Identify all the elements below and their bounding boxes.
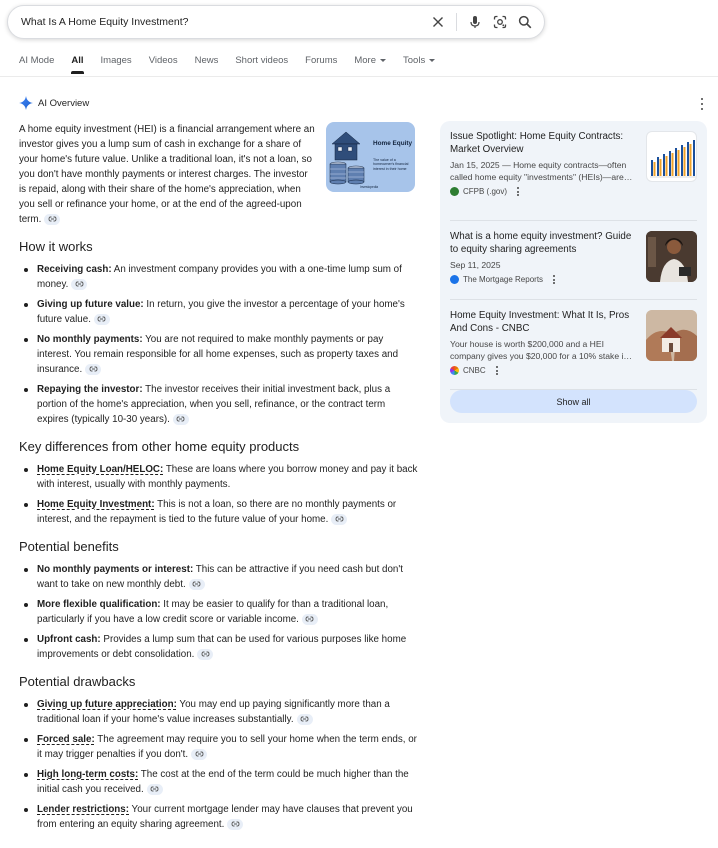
clear-icon[interactable] bbox=[429, 13, 447, 31]
tab-label: Videos bbox=[148, 55, 178, 66]
source-snippet: Jan 15, 2025 — Home equity contracts—often called home equity "investments" (HEIs)—are… bbox=[450, 160, 633, 182]
link-icon[interactable] bbox=[191, 749, 207, 760]
bullet-term: Receiving cash: bbox=[37, 264, 112, 275]
tab-short-videos[interactable] bbox=[235, 55, 288, 73]
tab-videos[interactable] bbox=[149, 55, 178, 73]
ai-overview-content bbox=[19, 122, 419, 837]
list-item bbox=[19, 802, 419, 832]
source-site: CFPB (.gov) bbox=[463, 187, 508, 196]
source-meta bbox=[450, 187, 697, 196]
section-heading: How it works bbox=[19, 239, 93, 254]
bullet-list bbox=[19, 462, 419, 527]
bullet-term: No monthly payments: bbox=[37, 334, 143, 345]
tab-tools[interactable] bbox=[403, 55, 435, 73]
link-icon[interactable] bbox=[71, 279, 87, 290]
bullet-text: These are loans where you borrow money and pay it back with interest, usually with monthly payments. bbox=[37, 464, 418, 490]
more-options-icon[interactable] bbox=[551, 275, 557, 284]
source-site: CNBC bbox=[463, 366, 486, 375]
source-title[interactable]: Home Equity Investment: What It Is, Pros And Cons - CNBC bbox=[450, 310, 630, 334]
tab-forums[interactable] bbox=[305, 55, 337, 73]
microphone-icon[interactable] bbox=[466, 13, 484, 31]
source-title[interactable]: What is a home equity investment? Guide to equity sharing agreements bbox=[450, 231, 632, 255]
ai-overview-label: AI Overview bbox=[38, 97, 90, 109]
tab-label: AI Mode bbox=[19, 55, 55, 66]
source-meta bbox=[450, 366, 697, 375]
bar-chart-thumbnail-icon bbox=[647, 132, 697, 182]
gemini-spark-icon bbox=[19, 96, 33, 110]
source-card-mortgage-reports[interactable] bbox=[450, 221, 697, 300]
tab-label: Short videos bbox=[235, 55, 289, 66]
search-icon[interactable] bbox=[516, 13, 534, 31]
list-item bbox=[19, 732, 419, 762]
tab-more[interactable] bbox=[354, 55, 386, 73]
chevron-down-icon bbox=[380, 59, 386, 62]
bullet-text: The cost at the end of the term could be much higher than the initial cash you received. bbox=[37, 769, 409, 795]
bullet-term: Repaying the investor: bbox=[37, 384, 143, 395]
section-heading: Potential benefits bbox=[19, 539, 119, 554]
source-title[interactable]: Issue Spotlight: Home Equity Contracts: Market Overview bbox=[450, 131, 624, 155]
more-options-icon[interactable] bbox=[699, 98, 705, 110]
bullet-term[interactable]: Home Equity Investment: bbox=[37, 499, 155, 510]
source-site: The Mortgage Reports bbox=[463, 275, 544, 284]
bullet-term: Upfront cash: bbox=[37, 634, 101, 645]
link-icon[interactable] bbox=[227, 819, 243, 830]
tab-label: Forums bbox=[305, 55, 338, 66]
cfpb-favicon-icon bbox=[450, 187, 459, 196]
tabs-divider bbox=[0, 76, 718, 77]
search-input[interactable]: What Is A Home Equity Investment? bbox=[21, 16, 189, 28]
mortgage-reports-favicon-icon bbox=[450, 275, 459, 284]
link-icon[interactable] bbox=[331, 514, 347, 525]
sources-panel bbox=[440, 121, 707, 423]
search-divider bbox=[456, 13, 457, 31]
bullet-term[interactable]: High long-term costs: bbox=[37, 769, 139, 780]
tab-label: Tools bbox=[403, 55, 426, 66]
source-card-cfpb[interactable] bbox=[450, 131, 697, 221]
tab-news[interactable] bbox=[195, 55, 219, 73]
source-snippet: Sep 11, 2025 bbox=[450, 260, 501, 270]
bullet-term: No monthly payments or interest: bbox=[37, 564, 194, 575]
link-icon[interactable] bbox=[94, 314, 110, 325]
link-icon[interactable] bbox=[197, 649, 213, 660]
tab-all[interactable] bbox=[71, 55, 83, 73]
ai-overview-header bbox=[19, 96, 89, 110]
house-model-hands-thumbnail-icon bbox=[646, 310, 697, 361]
list-item bbox=[19, 632, 419, 662]
list-item bbox=[19, 767, 419, 797]
link-icon[interactable] bbox=[297, 714, 313, 725]
bullet-term: More flexible qualification: bbox=[37, 599, 161, 610]
lens-icon[interactable] bbox=[491, 13, 509, 31]
list-item bbox=[19, 462, 419, 492]
list-item bbox=[19, 562, 419, 592]
bullet-text: This can be attractive if you need cash but don't want to take on new monthly debt. bbox=[37, 564, 403, 590]
bullet-list bbox=[19, 262, 419, 427]
list-item bbox=[19, 697, 419, 727]
bullet-list bbox=[19, 562, 419, 662]
bullet-text: The investor receives their initial investment back, plus a portion of the home's appreciation, when you sell, refinance, or the contract term expires (typically 10-30 years). bbox=[37, 384, 391, 425]
source-card-cnbc[interactable] bbox=[450, 300, 697, 390]
source-snippet: Your house is worth $200,000 and a HEI company gives you $20,000 for a 10% stake i… bbox=[450, 339, 633, 361]
hero-title: Home Equity bbox=[373, 140, 413, 147]
tab-label: More bbox=[354, 55, 377, 66]
coins-house-illustration bbox=[326, 122, 415, 192]
more-options-icon[interactable] bbox=[515, 187, 521, 196]
person-photo-thumbnail-icon bbox=[646, 231, 697, 282]
bullet-text: An investment company provides you with a one-time lump sum of money. bbox=[37, 264, 402, 290]
search-box[interactable] bbox=[7, 5, 545, 39]
section-heading: Potential drawbacks bbox=[19, 674, 136, 689]
tab-label: All bbox=[71, 55, 84, 66]
chevron-down-icon bbox=[429, 59, 435, 62]
list-item bbox=[19, 497, 419, 527]
intro-text: A home equity investment (HEI) is a financial arrangement where an investor gives you a lump sum of cash in exchange for a share of your home's future value. Unlike a traditional loan, it's not a loan, so you don't have monthly payments or interest charges. The investor is repaid, along with their share of the home's appreciation, when you sell or refinance your home, or at the end of the agreed-upon term. bbox=[19, 124, 315, 225]
bullet-text: It may be easier to qualify for than a traditional loan, particularly if you have a low credit score or variable income. bbox=[37, 599, 389, 625]
link-icon[interactable] bbox=[85, 364, 101, 375]
hero-subtitle: The value of a homeowner's financial interest in their home bbox=[373, 158, 409, 171]
hero-image[interactable] bbox=[326, 122, 415, 192]
bullet-term[interactable]: Forced sale: bbox=[37, 734, 95, 745]
bullet-text: Your current mortgage lender may have clauses that prevent you from entering an equity sharing agreement. bbox=[37, 804, 413, 830]
link-icon[interactable] bbox=[173, 414, 189, 425]
link-icon[interactable] bbox=[147, 784, 163, 795]
bullet-term: Giving up future value: bbox=[37, 299, 144, 310]
source-thumbnail[interactable] bbox=[646, 310, 697, 361]
hero-brand: Investopedia bbox=[360, 185, 379, 189]
tab-label: Images bbox=[100, 55, 132, 66]
bullet-text: The agreement may require you to sell your home when the term ends, or it may trigger penalties if you don't. bbox=[37, 734, 417, 760]
cnbc-peacock-favicon-icon bbox=[450, 366, 459, 375]
tab-label: News bbox=[194, 55, 219, 66]
section-heading: Key differences from other home equity products bbox=[19, 439, 300, 454]
bullet-term[interactable]: Lender restrictions: bbox=[37, 804, 130, 815]
link-icon[interactable] bbox=[189, 579, 205, 590]
list-item bbox=[19, 597, 419, 627]
ai-overview-sections bbox=[19, 239, 419, 832]
tab-ai-mode[interactable] bbox=[19, 55, 54, 73]
list-item bbox=[19, 332, 419, 377]
more-options-icon[interactable] bbox=[494, 366, 500, 375]
bullet-text: In return, you give the investor a percentage of your home's future value. bbox=[37, 299, 405, 325]
show-all-button[interactable]: Show all bbox=[450, 390, 697, 413]
source-thumbnail[interactable] bbox=[646, 131, 697, 182]
bullet-list bbox=[19, 697, 419, 832]
link-icon[interactable] bbox=[44, 214, 60, 225]
intro-paragraph bbox=[19, 122, 317, 227]
link-icon[interactable] bbox=[302, 614, 318, 625]
search-tabs bbox=[19, 55, 452, 73]
bullet-text: You may end up paying significantly more than a traditional loan if your home's value increases substantially. bbox=[37, 699, 390, 725]
tab-images[interactable] bbox=[101, 55, 132, 73]
bullet-term[interactable]: Giving up future appreciation: bbox=[37, 699, 177, 710]
bullet-text: Provides a lump sum that can be used for various purposes like home improvements or debt consolidation. bbox=[37, 634, 407, 660]
list-item bbox=[19, 262, 419, 292]
list-item bbox=[19, 297, 419, 327]
source-thumbnail[interactable] bbox=[646, 231, 697, 282]
bullet-text: This is not a loan, so there are no monthly payments or interest, and the repayment is tied to the future value of your home. bbox=[37, 499, 397, 525]
bullet-text: You are not required to make monthly payments or pay interest. You remain responsible for all home expenses, such as property taxes and insurance. bbox=[37, 334, 399, 375]
bullet-term[interactable]: Home Equity Loan/HELOC: bbox=[37, 464, 164, 475]
list-item bbox=[19, 382, 419, 427]
